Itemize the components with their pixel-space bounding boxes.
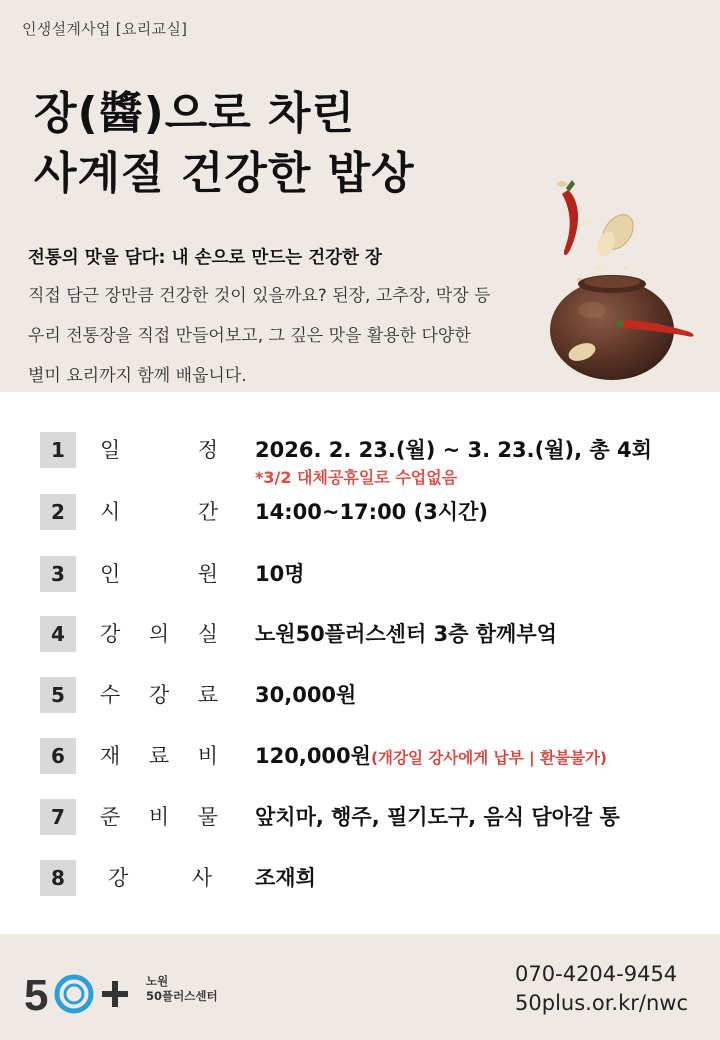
detail-row-capacity	[40, 556, 700, 592]
intro-desc-line-3: 별미 요리까지 함께 배웁니다.	[28, 366, 247, 386]
footer	[0, 934, 720, 1040]
website-url[interactable]: 50plus.or.kr/nwc	[515, 991, 688, 1015]
detail-row-material-fee	[40, 738, 700, 774]
label-char: 인	[100, 562, 121, 586]
label-char: 강	[108, 866, 129, 890]
svg-text:5: 5	[24, 971, 49, 1020]
label-char: 사	[191, 866, 212, 890]
intro-description	[28, 276, 628, 396]
logo-text	[146, 974, 218, 1004]
label-char: 실	[197, 622, 218, 646]
material-fee-note: (개강일 강사에게 납부 | 환불불가)	[370, 749, 608, 767]
label-char: 간	[197, 500, 218, 524]
detail-row-tuition	[40, 677, 700, 713]
row-label	[100, 432, 218, 468]
row-label	[100, 738, 218, 774]
row-label	[108, 860, 212, 896]
row-value: 노원50플러스센터 3층 함께부엌	[255, 622, 557, 646]
label-char: 원	[197, 562, 218, 586]
row-label	[100, 494, 218, 530]
label-char: 재	[100, 744, 121, 768]
material-fee-amount: 120,000원	[255, 744, 371, 768]
row-number: 5	[40, 677, 76, 713]
label-char: 강	[100, 622, 121, 646]
contact-info	[515, 960, 688, 1018]
label-char: 의	[148, 622, 170, 646]
intro-desc-line-1: 직접 담근 장만큼 건강한 것이 있을까요? 된장, 고추장, 막장 등	[28, 286, 491, 306]
row-value: 14:00~17:00 (3시간)	[255, 500, 488, 524]
label-char: 료	[148, 744, 170, 768]
label-char: 강	[148, 683, 170, 707]
row-number: 2	[40, 494, 76, 530]
phone-number: 070-4204-9454	[515, 962, 678, 986]
row-label	[100, 556, 218, 592]
row-label	[100, 677, 218, 713]
row-value: 2026. 2. 23.(월) ~ 3. 23.(월), 총 4회	[255, 438, 652, 462]
detail-row-classroom	[40, 616, 700, 652]
label-char: 수	[100, 683, 121, 707]
intro-desc-line-2: 우리 전통장을 직접 만들어보고, 그 깊은 맛을 활용한 다양한	[28, 326, 471, 346]
row-number: 6	[40, 738, 76, 774]
detail-row-instructor	[40, 860, 700, 896]
page-title	[34, 84, 415, 204]
label-char: 비	[197, 744, 218, 768]
title-line-1: 장(醬)으로 차린	[34, 88, 356, 139]
label-char: 료	[197, 683, 218, 707]
detail-row-time	[40, 494, 700, 530]
chili-pepper-icon	[562, 190, 578, 255]
title-line-2: 사계절 건강한 밥상	[34, 148, 415, 199]
logo-line-1: 노원	[146, 974, 169, 988]
intro-section	[28, 240, 628, 396]
label-char: 비	[148, 805, 170, 829]
label-char: 일	[100, 438, 121, 462]
detail-row-supplies	[40, 799, 700, 835]
label-char: 시	[100, 500, 121, 524]
intro-subtitle: 전통의 맛을 담다: 내 손으로 만드는 건강한 장	[28, 248, 382, 268]
label-char: 준	[100, 805, 121, 829]
row-number: 1	[40, 432, 76, 468]
row-value	[255, 738, 607, 774]
row-value: 10명	[255, 562, 305, 586]
jang-pot-illustration	[540, 170, 710, 390]
row-value: 앞치마, 행주, 필기도구, 음식 담아갈 통	[255, 805, 620, 829]
schedule-note: *3/2 대체공휴일로 수업없음	[255, 468, 458, 487]
row-value: 30,000원	[255, 683, 357, 707]
row-number: 3	[40, 556, 76, 592]
label-char: 정	[197, 438, 218, 462]
row-number: 8	[40, 860, 76, 896]
row-number: 4	[40, 616, 76, 652]
row-label	[100, 799, 218, 835]
logo-line-2: 50플러스센터	[146, 989, 218, 1003]
label-char: 물	[197, 805, 218, 829]
program-label: 인생설계사업 [요리교실]	[22, 20, 188, 38]
detail-row-schedule	[40, 432, 700, 487]
row-number: 7	[40, 799, 76, 835]
row-value: 조재희	[255, 866, 316, 890]
row-label	[100, 616, 218, 652]
